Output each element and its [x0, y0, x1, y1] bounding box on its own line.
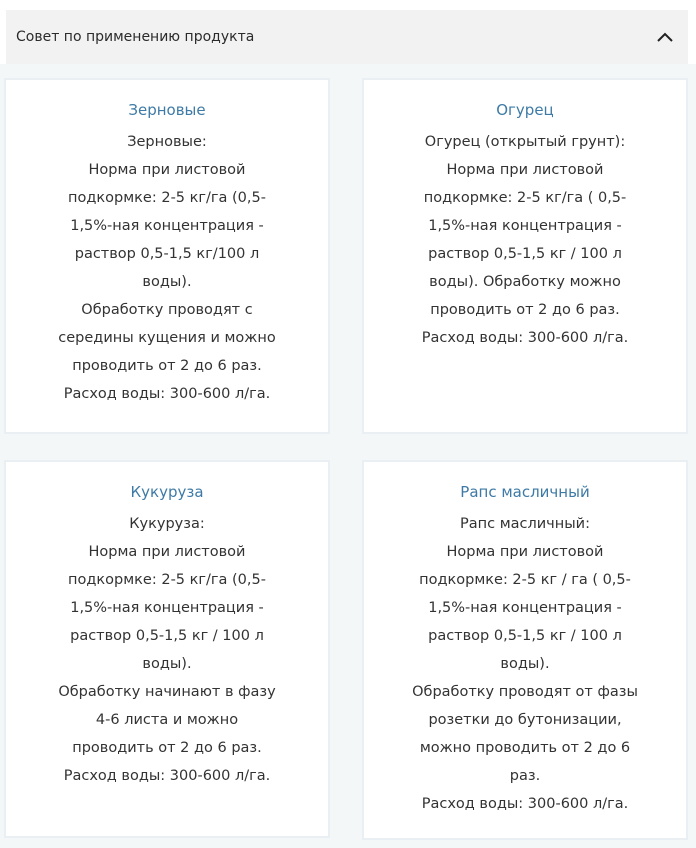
card-text-line: раствор 0,5-1,5 кг / 100 л: [428, 628, 622, 644]
card-text-line: воды).: [142, 274, 192, 290]
card-text-line: Расход воды: 300-600 л/га.: [63, 768, 271, 784]
card-text-line: воды).: [500, 656, 550, 672]
card-title: Огурец: [496, 101, 554, 119]
advice-card-rapeseed: [362, 460, 688, 840]
card-text-line: Норма при листовой: [88, 544, 246, 560]
card-text-line: подкормке: 2-5 кг/га (0,5-: [68, 190, 266, 206]
accordion-title: Совет по применению продукта: [16, 29, 255, 45]
card-text-line: воды). Обработку можно: [429, 274, 621, 290]
card-text-line: 1,5%-ная концентрация -: [70, 600, 264, 616]
card-text-line: раз.: [509, 768, 541, 784]
card-text-line: проводить от 2 до 6 раз.: [72, 740, 262, 756]
card-text-line: Огурец (открытый грунт):: [424, 134, 626, 150]
card-text-line: Рапс масличный:: [460, 516, 590, 532]
card-title: Зерновые: [128, 101, 206, 119]
card-text-line: 1,5%-ная концентрация -: [428, 218, 622, 234]
card-text-line: Норма при листовой: [446, 544, 604, 560]
accordion-header[interactable]: [6, 10, 688, 64]
card-text-line: раствор 0,5-1,5 кг / 100 л: [70, 628, 264, 644]
card-text-line: раствор 0,5-1,5 кг / 100 л: [428, 246, 622, 262]
card-body: [42, 510, 292, 790]
card-text-line: середины кущения и можно: [58, 330, 276, 346]
card-text-line: 4-6 листа и можно: [95, 712, 239, 728]
card-text-line: подкормке: 2-5 кг / га ( 0,5-: [419, 572, 631, 588]
card-text-line: Обработку проводят от фазы: [412, 684, 638, 700]
card-title: Рапс масличный: [460, 483, 590, 501]
card-text-line: Зерновые:: [127, 134, 207, 150]
card-text-line: проводить от 2 до 6 раз.: [72, 358, 262, 374]
card-text-line: Расход воды: 300-600 л/га.: [421, 796, 629, 812]
card-text-line: подкормке: 2-5 кг/га ( 0,5-: [423, 190, 627, 206]
card-text-line: 1,5%-ная концентрация -: [70, 218, 264, 234]
card-text-line: Норма при листовой: [88, 162, 246, 178]
card-text-line: Обработку начинают в фазу: [58, 684, 276, 700]
card-text-line: раствор 0,5-1,5 кг/100 л: [74, 246, 260, 262]
card-body: [42, 128, 292, 408]
card-text-line: Норма при листовой: [446, 162, 604, 178]
advice-card-cucumber: [362, 78, 688, 434]
advice-card-cereals: [4, 78, 330, 434]
card-text-line: подкормке: 2-5 кг/га (0,5-: [68, 572, 266, 588]
card-text-line: Кукуруза:: [129, 516, 205, 532]
card-text-line: 1,5%-ная концентрация -: [428, 600, 622, 616]
accordion-panel: [0, 64, 696, 848]
card-text-line: Расход воды: 300-600 л/га.: [421, 330, 629, 346]
advice-card-corn: [4, 460, 330, 838]
card-body: [400, 510, 650, 818]
card-text-line: воды).: [142, 656, 192, 672]
card-text-line: Расход воды: 300-600 л/га.: [63, 386, 271, 402]
card-text-line: проводить от 2 до 6 раз.: [430, 302, 620, 318]
card-body: [400, 128, 650, 352]
chevron-up-icon[interactable]: [654, 26, 676, 48]
card-text-line: Обработку проводят с: [81, 302, 253, 318]
card-text-line: можно проводить от 2 до 6: [419, 740, 631, 756]
card-text-line: розетки до бутонизации,: [428, 712, 622, 728]
card-title: Кукуруза: [130, 483, 204, 501]
